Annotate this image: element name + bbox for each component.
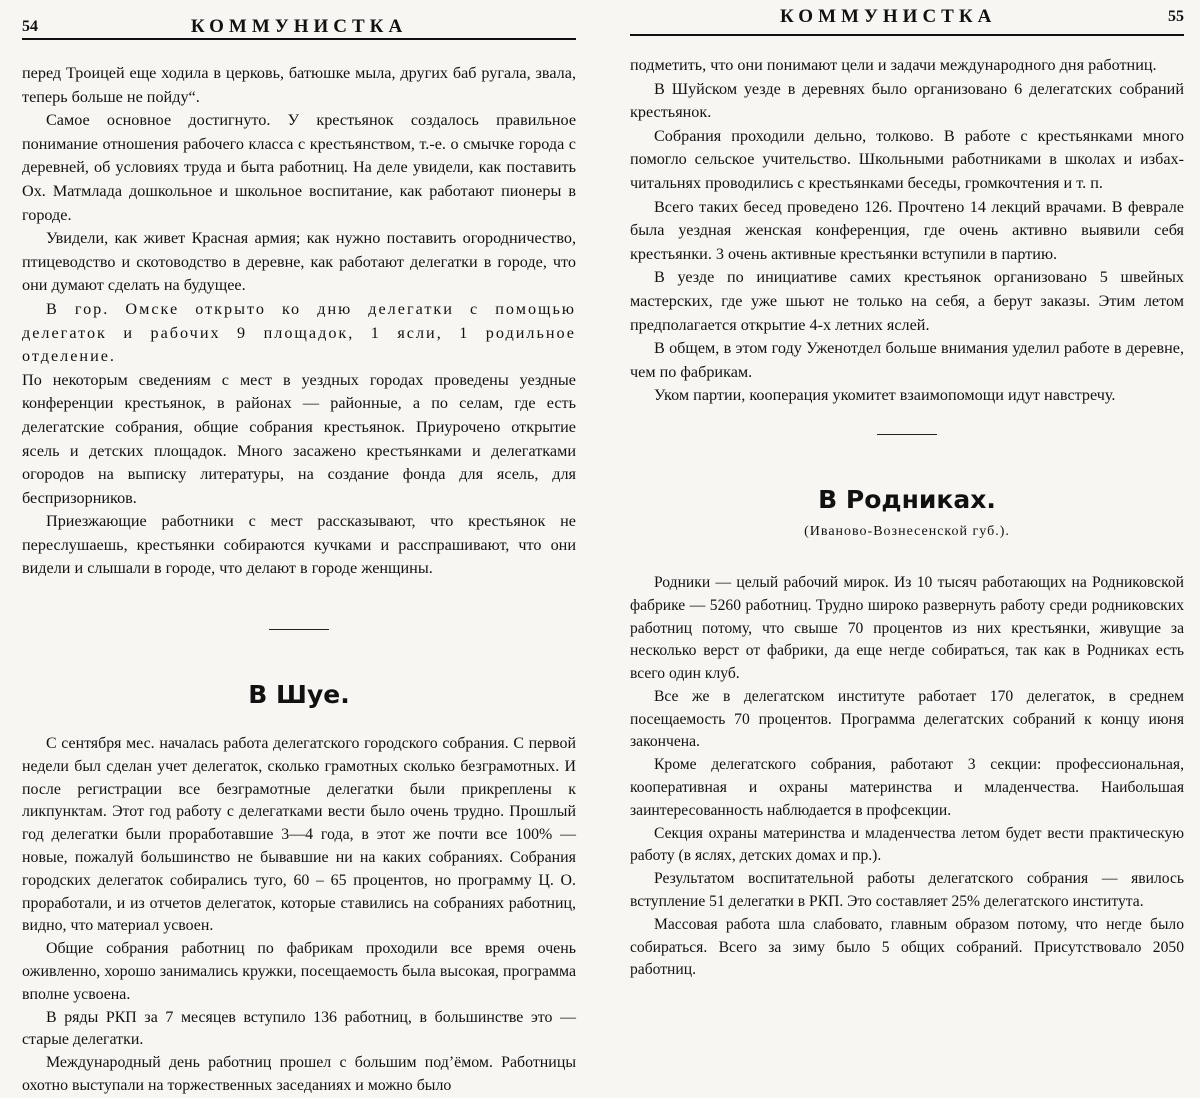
paragraph: перед Троицей еще ходила в церковь, батюшке мыла, других баб ругала, звала, теперь больше не пойду“. [22,64,576,106]
section-title: В Шуе. [248,680,350,710]
right-section-text [630,572,1184,982]
paragraph: Кроме делегатского собрания, работают 3 секции: профессиональная, кооперативная и охраны материнства и младенчества. Наибольшая заинтересованность наблюдается в профсекции. [630,756,1184,819]
paragraph: Результатом воспитательной работы делегатского собрания — явилось вступление 51 делегатки в РКП. Это составляет 25% делегатского института. [630,870,1184,911]
left-page-header [22,0,576,40]
paragraph: В Шуйском уезде в деревнях было организовано 6 делегатских собраний крестьянок. [630,79,1184,122]
paragraph: По некоторым сведениям с мест в уездных городах проведены уездные конференции крестьянок, в районах — районные, а по селам, где есть делегатские собрания, общие собрания крестьянок. Приурочено открытие ясель и детских площадок. Много засажено крестьянками и делегатками огородов на выписку литературы, на создание фонда для ясель, для беспризорников. [22,370,576,507]
paragraph: Собрания проходили дельно, толково. В работе с крестьянками много помогло сельское учительство. Школьными работниками в школах и избах-читальнях проводились с крестьянками беседы, громкочтения и т. п. [630,126,1184,192]
section-divider [269,629,329,630]
section-title: В Родниках. [818,484,996,514]
paragraph: В уезде по инициативе самих крестьянок организовано 5 швейных мастерских, где уже шьют не только на себя, а берут заказы. Этим летом предполагается открытие 4-х летних яслей. [630,268,1184,334]
page-number: 54 [22,18,38,35]
section-subtitle: (Иваново-Вознесенской губ.). [804,523,1010,539]
left-intro-text [22,62,576,581]
right-intro-text [630,54,1184,408]
paragraph: Увидели, как живет Красная армия; как нужно поставить огородничество, птицеводство и скотоводство в деревне, как работают делегатки в городе, что они думают сделать на будущее. [22,229,576,295]
paragraph: Массовая работа шла слабовато, главным образом потому, что негде было собираться. Всего за зиму было 5 общих собраний. Присутствовало 2050 работниц. [630,915,1184,979]
paragraph: Общие собрания работниц по фабрикам проходили все время очень оживленно, хорошо занимались кружки, посещаемость была высокая, программа вполне усвоена. [22,940,576,1003]
paragraph: Всего таких бесед проведено 126. Прочтено 14 лекций врачами. В феврале была уездная женская конференция, где очень активно выявили себя крестьянки. 3 очень активные крестьянки вступили в партию. [630,197,1184,263]
running-title: КОММУНИСТКА [780,6,997,27]
paragraph: Приезжающие работники с мест рассказывают, что крестьянок не переслушаешь, крестьянки собираются кучками и расспрашивают, что они видели и слышали в городе, что делают в городе женщины. [22,512,576,578]
paragraph: Уком партии, кооперация укомитет взаимопомощи идут навстречу. [654,386,1116,405]
running-title: КОММУНИСТКА [190,16,408,37]
right-page [600,0,1200,1080]
paragraph: Родники — целый рабочий мирок. Из 10 тысяч работающих на Родниковской фабрике — 5260 работниц. Трудно широко развернуть работу среди родниковских работниц потому, что свыше 70 процентов из них крестьянки, живущие за несколько верст от фабрики, да еще негде собираться, так как в Родниках есть всего один клуб. [630,573,1184,683]
paragraph: Секция охраны материнства и младенчества летом будет вести практическую работу (в яслях, детских домах и пр.). [630,824,1184,865]
paragraph: В общем, в этом году Уженотдел больше внимания уделил работе в деревне, чем по фабрикам. [630,339,1184,381]
paragraph: Все же в делегатском институте работает 170 делегаток, в среднем посещаемость 70 процентов. Программа делегатских собраний к концу июня закончена. [630,687,1184,751]
paragraph: Самое основное достигнуто. У крестьянок создалось правильное понимание отношения рабочего класса с крестьянством, т.-е. о смычке города с деревней, об условиях труда и быта работниц. На деле увидели, как поставить Ох. Матмлада дошкольное и школьное воспитание, как работают пионеры в городе. [22,111,576,224]
right-page-header [630,0,1184,36]
section-divider [877,434,937,435]
paragraph: В гор. Омске открыто ко дню делегатки с помощью делегаток и рабочих 9 площадок, 1 ясли, 1 родильное отделение. [22,299,576,366]
paragraph: В ряды РКП за 7 месяцев вступило 136 работниц, в большинстве это — старые делегатки. [22,1008,576,1049]
paragraph: Международный день работниц прошел с большим под’ёмом. Работницы охотно выступали на торжественных заседаниях и можно было [22,1054,576,1095]
paragraph: С сентября мес. началась работа делегатского городского собрания. С первой недели был сделан учет делегаток, сколько грамотных сколько безграмотных. И после регистрации все безграмотные делегатки были прикреплены к ликпунктам. Этот год работу с делегатками вести было очень трудно. Прошлый год делегатки были проработавшие 3—4 года, в этот же почти все 100% — новые, пожалуй большинство не бывавшие ни на каких собраниях. Собрания городских делегаток собирались туго, 60 – 65 процентов, но программу Ц. О. проработали, и из отчетов делегаток, которые ставились на собраниях работниц, видно, что материал усвоен. [22,735,576,935]
left-section-text [22,733,576,1098]
paragraph: подметить, что они понимают цели и задачи международного дня работниц. [630,56,1157,74]
page-number: 55 [1168,8,1184,25]
left-page [0,0,600,1095]
